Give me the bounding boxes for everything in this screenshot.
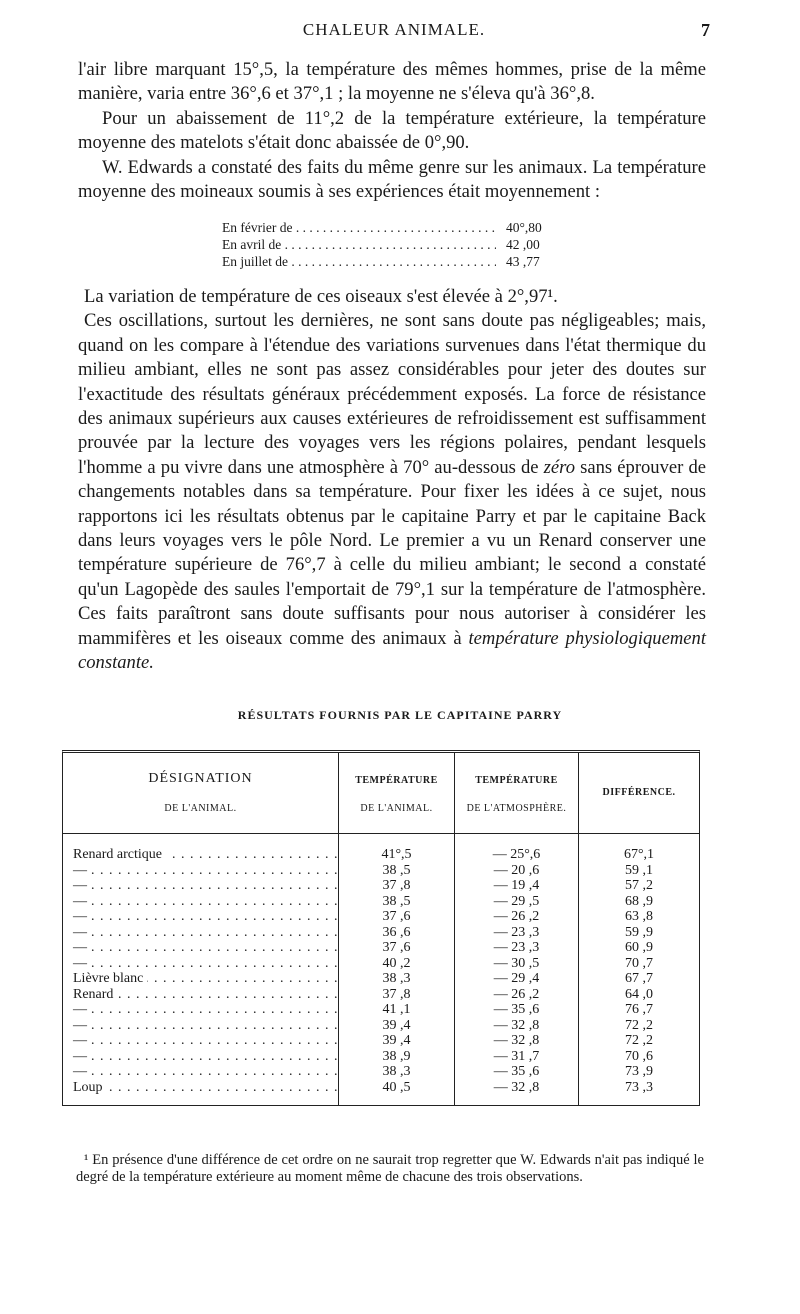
animal-name: — — [73, 1064, 91, 1079]
designation-cell — [63, 925, 338, 941]
temp-atmo-cell: — 23 ,3 — [493, 940, 540, 955]
temp-animal-cell: 37 ,8 — [382, 878, 411, 893]
page-header — [78, 20, 710, 46]
difference-cell: 72 ,2 — [625, 1033, 653, 1048]
header-temp-atmo: TEMPÉRATURE — [475, 775, 558, 786]
text-run-italic: zéro — [543, 456, 576, 478]
difference-cell: 60 ,9 — [625, 940, 653, 955]
difference-cell: 67 ,7 — [625, 971, 653, 986]
text-run: sans éprouver de changements notables dans sa température. Pour fixer les idées à ce sujet, nous rapportons ici les résultats obtenus par le capitaine Parry et par le capitaine Back dans leurs voyages vers le pôle Nord. Le premier a vu un Renard conserver une température supérieure de 76°,7 à celle du milieu ambiant; le second a constaté qu'un Lagopède des saules l'emportait de 79°,1 sur la température de l'atmosphère. Ces faits paraîtront sans doute suffisants pour nous autoriser à considérer les mammifères et les oiseaux comme des animaux à — [78, 456, 707, 649]
temp-animal-cell: 39 ,4 — [382, 1033, 411, 1048]
temp-atmo-cell: — 32 ,8 — [493, 1017, 540, 1033]
animal-name: — — [73, 1033, 91, 1048]
temp-atmo-cell: — 35 ,6 — [493, 1002, 540, 1017]
difference-cell: 76 ,7 — [625, 1002, 653, 1017]
stats-row — [222, 253, 572, 270]
temp-atmo-cell: — 29 ,4 — [493, 971, 540, 986]
header-difference: DIFFÉRENCE. — [602, 787, 676, 798]
temp-atmo-cell: — 32 ,8 — [493, 1033, 540, 1048]
stats-label: En avril de . . . — [222, 236, 496, 253]
designation-cell — [63, 1064, 338, 1080]
temp-animal-cell: 38 ,3 — [382, 971, 411, 986]
animal-name: Lièvre blanc — [73, 971, 147, 986]
temp-animal-cell: 37 ,6 — [382, 940, 411, 955]
paragraph-main — [78, 309, 706, 675]
difference-cell: 73 ,9 — [625, 1064, 653, 1079]
page-number: 7 — [701, 20, 710, 40]
difference-cell: 57 ,2 — [625, 878, 653, 893]
stats-row — [222, 219, 572, 236]
temp-animal-cell: 40 ,2 — [382, 955, 411, 971]
animal-name: Renard arctique — [73, 847, 166, 862]
animal-name: Renard — [73, 987, 117, 1002]
difference-cell: 70 ,7 — [625, 955, 653, 971]
animal-name: — — [73, 863, 91, 878]
designation-cell — [63, 1033, 338, 1049]
difference-cell: 72 ,2 — [625, 1017, 653, 1033]
designation-cell — [63, 987, 338, 1003]
designation-cell — [63, 940, 338, 956]
animal-name: — — [73, 878, 91, 893]
difference-cell: 67°,1 — [623, 847, 655, 862]
temp-atmo-cell: — 19 ,4 — [493, 878, 540, 893]
temp-animal-cell: 39 ,4 — [382, 1017, 411, 1033]
difference-cell: 63 ,8 — [625, 909, 653, 924]
designation-cell — [63, 878, 338, 894]
sparrow-stats — [222, 219, 572, 270]
header-designation-sub: DE L'ANIMAL. — [164, 803, 237, 814]
temp-atmo-cell: — 26 ,2 — [493, 909, 540, 924]
stats-value: 40°,80 — [496, 219, 572, 236]
temp-atmo-cell: — 35 ,6 — [493, 1064, 540, 1079]
animal-name: — — [73, 956, 91, 971]
parry-results-table — [62, 750, 700, 1106]
temp-atmo-cell: — 20 ,6 — [493, 862, 540, 878]
body-text-main — [78, 285, 706, 676]
difference-cell: 73 ,3 — [625, 1079, 653, 1095]
footnote — [76, 1152, 704, 1186]
animal-name: — — [73, 909, 91, 924]
footnote-text: ¹ En présence d'une différence de cet ordre on ne saurait trop regretter que W. Edwards n'ait pas indiqué le degré de la température extérieure au moment même de chacune des trois observations. — [76, 1152, 704, 1185]
temp-animal-cell: 38 ,3 — [382, 1064, 411, 1079]
column-temp-atmo — [455, 753, 579, 1105]
animal-name: — — [73, 894, 91, 909]
running-title: CHALEUR ANIMALE. — [302, 20, 486, 39]
designation-cell — [63, 1080, 338, 1096]
designation-cell — [63, 1049, 338, 1065]
stats-value: 43 ,77 — [496, 253, 572, 270]
temp-animal-cell: 41 ,1 — [382, 1002, 411, 1017]
temp-animal-cell: 41°,5 — [381, 847, 412, 862]
designation-cell — [63, 847, 338, 863]
stats-label: En février de . . . — [222, 219, 496, 236]
designation-cell — [63, 1018, 338, 1034]
temp-atmo-cell: — 30 ,5 — [493, 955, 540, 971]
designation-cells — [63, 847, 338, 1095]
difference-cell: 70 ,6 — [625, 1048, 653, 1064]
temp-animal-cell: 37 ,8 — [382, 986, 411, 1002]
header-temp-animal: TEMPÉRATURE — [355, 775, 438, 786]
stats-label: En juillet de . . . — [222, 253, 496, 270]
stats-row — [222, 236, 572, 253]
paragraph: W. Edwards a constaté des faits du même genre sur les animaux. La température moyenne des moineaux soumis à ses expériences était moyennement : — [78, 156, 706, 203]
difference-cells — [579, 847, 699, 1095]
table-title: RÉSULTATS FOURNIS PAR LE CAPITAINE PARRY — [237, 708, 563, 722]
designation-cell — [63, 956, 338, 972]
temp-animal-cell: 38 ,5 — [382, 862, 411, 878]
temp-animal-cells — [339, 847, 454, 1095]
temp-animal-cell: 37 ,6 — [382, 909, 411, 924]
temp-animal-cell: 36 ,6 — [382, 924, 411, 940]
header-temp-animal-sub: DE L'ANIMAL. — [360, 803, 433, 814]
difference-cell: 59 ,1 — [625, 862, 653, 878]
animal-name: — — [73, 1018, 91, 1033]
difference-cell: 68 ,9 — [625, 893, 653, 909]
temp-animal-cell: 40 ,5 — [382, 1079, 411, 1095]
designation-cell — [63, 1002, 338, 1018]
designation-cell — [63, 971, 338, 987]
paragraph: l'air libre marquant 15°,5, la température des mêmes hommes, prise de la même manière, varia entre 36°,6 et 37°,1 ; la moyenne ne s'éleva qu'à 36°,8. — [78, 59, 706, 105]
animal-name: — — [73, 925, 91, 940]
temp-atmo-cell: — 29 ,5 — [493, 893, 540, 909]
animal-name: — — [73, 940, 91, 955]
designation-cell — [63, 863, 338, 879]
designation-cell — [63, 909, 338, 925]
difference-cell: 64 ,0 — [625, 986, 653, 1002]
stats-value: 42 ,00 — [496, 236, 572, 253]
animal-name: Loup — [73, 1080, 107, 1095]
temp-atmo-cell: — 32 ,8 — [493, 1079, 540, 1095]
temp-atmo-cell: — 25°,6 — [492, 847, 541, 862]
temp-atmo-cells — [455, 847, 578, 1095]
temp-atmo-cell: — 31 ,7 — [493, 1048, 540, 1064]
column-difference — [579, 753, 699, 1105]
temp-animal-cell: 38 ,9 — [382, 1048, 411, 1064]
animal-name: — — [73, 1049, 91, 1064]
text-run-italic: température physiologiquement constante. — [78, 627, 706, 674]
paragraph-variation: La variation de température de ces oiseaux s'est élevée à 2°,97¹. — [84, 286, 558, 307]
column-designation — [63, 753, 339, 1105]
designation-cell — [63, 894, 338, 910]
temp-atmo-cell: — 23 ,3 — [493, 924, 540, 940]
animal-name: — — [73, 1002, 91, 1017]
temp-atmo-cell: — 26 ,2 — [493, 986, 540, 1002]
column-temp-animal — [339, 753, 455, 1105]
text-run: Ces oscillations, surtout les dernières, ne sont sans doute pas négligeables; mais, quand on les compare à l'étendue des variations survenues dans l'état thermique du milieu ambiant, elles ne sont pas assez considérables pour jeter des doutes sur l'exactitude des résultats généraux précédemment exposés. La force de résistance des animaux supérieurs aux causes extérieures de refroidissement est suffisamment prouvée par la lecture des voyages vers les régions polaires, pendant lesquels l'homme a pu vivre dans une atmosphère à 70° au-dessous de — [78, 310, 706, 478]
temp-animal-cell: 38 ,5 — [382, 893, 411, 909]
difference-cell: 59 ,9 — [625, 924, 653, 940]
body-text-top — [78, 58, 706, 204]
paragraph: Pour un abaissement de 11°,2 de la température extérieure, la température moyenne des matelots s'était donc abaissée de 0°,90. — [78, 107, 706, 154]
header-designation: DÉSIGNATION — [148, 771, 253, 786]
header-temp-atmo-sub: DE L'ATMOSPHÈRE. — [466, 803, 567, 814]
